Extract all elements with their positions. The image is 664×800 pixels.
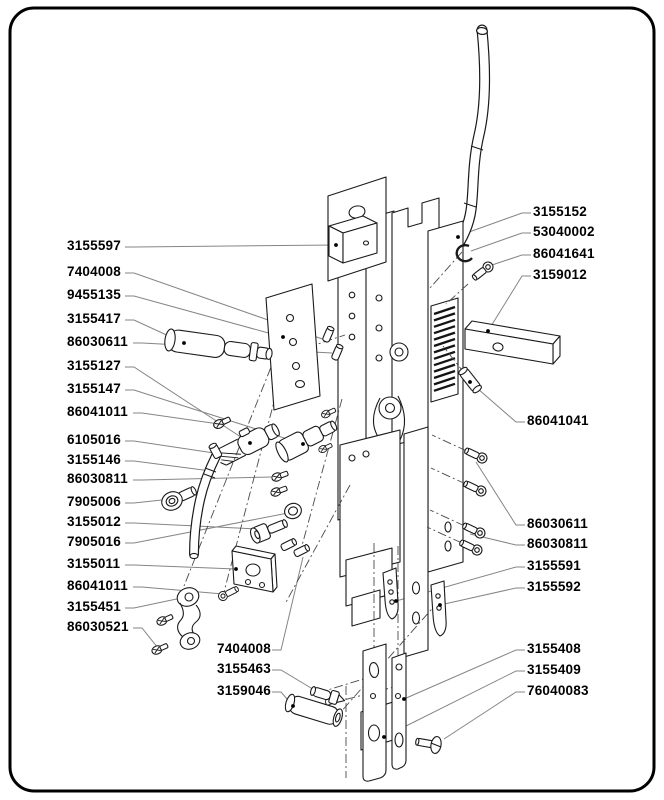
part-label: 3159046	[217, 683, 271, 698]
part-label: 7404008	[217, 641, 271, 656]
part-label: 3155011	[67, 556, 121, 571]
part-label: 86030611	[527, 516, 588, 531]
part-label: 86041011	[67, 578, 128, 593]
part-plate-3155409	[392, 653, 406, 769]
part-label: 3155591	[527, 558, 581, 573]
part-label: 6105016	[67, 432, 121, 447]
part-label: 3155451	[67, 599, 121, 614]
part-label: 3155147	[67, 381, 121, 396]
part-plate-9455135	[266, 284, 320, 410]
part-label: 3155146	[67, 452, 121, 467]
part-label: 53040002	[533, 224, 595, 239]
part-label: 7404008	[67, 264, 121, 279]
part-label: 7905016	[67, 534, 121, 549]
part-label: 86030611	[67, 334, 128, 349]
part-label: 86041041	[527, 413, 589, 428]
part-label: 9455135	[67, 287, 121, 302]
part-label: 3155152	[533, 204, 587, 219]
part-label: 86041011	[67, 404, 128, 419]
part-label: 3155127	[67, 358, 121, 373]
part-label: 3155597	[67, 238, 121, 253]
part-label: 3159012	[533, 267, 587, 282]
part-label: 3155417	[67, 311, 121, 326]
part-label: 86030811	[527, 536, 588, 551]
part-label: 7905006	[67, 494, 121, 509]
part-label: 3155408	[527, 641, 581, 656]
part-label: 86041641	[533, 246, 595, 261]
part-label: 3155012	[67, 514, 121, 529]
part-plate-3155011	[232, 546, 277, 592]
part-label: 86030521	[67, 619, 129, 634]
part-label: 3155463	[217, 661, 271, 676]
part-label: 3155409	[527, 662, 581, 677]
part-label: 3155592	[527, 579, 581, 594]
part-label: 86030811	[67, 471, 128, 486]
part-label: 76040083	[527, 683, 589, 698]
